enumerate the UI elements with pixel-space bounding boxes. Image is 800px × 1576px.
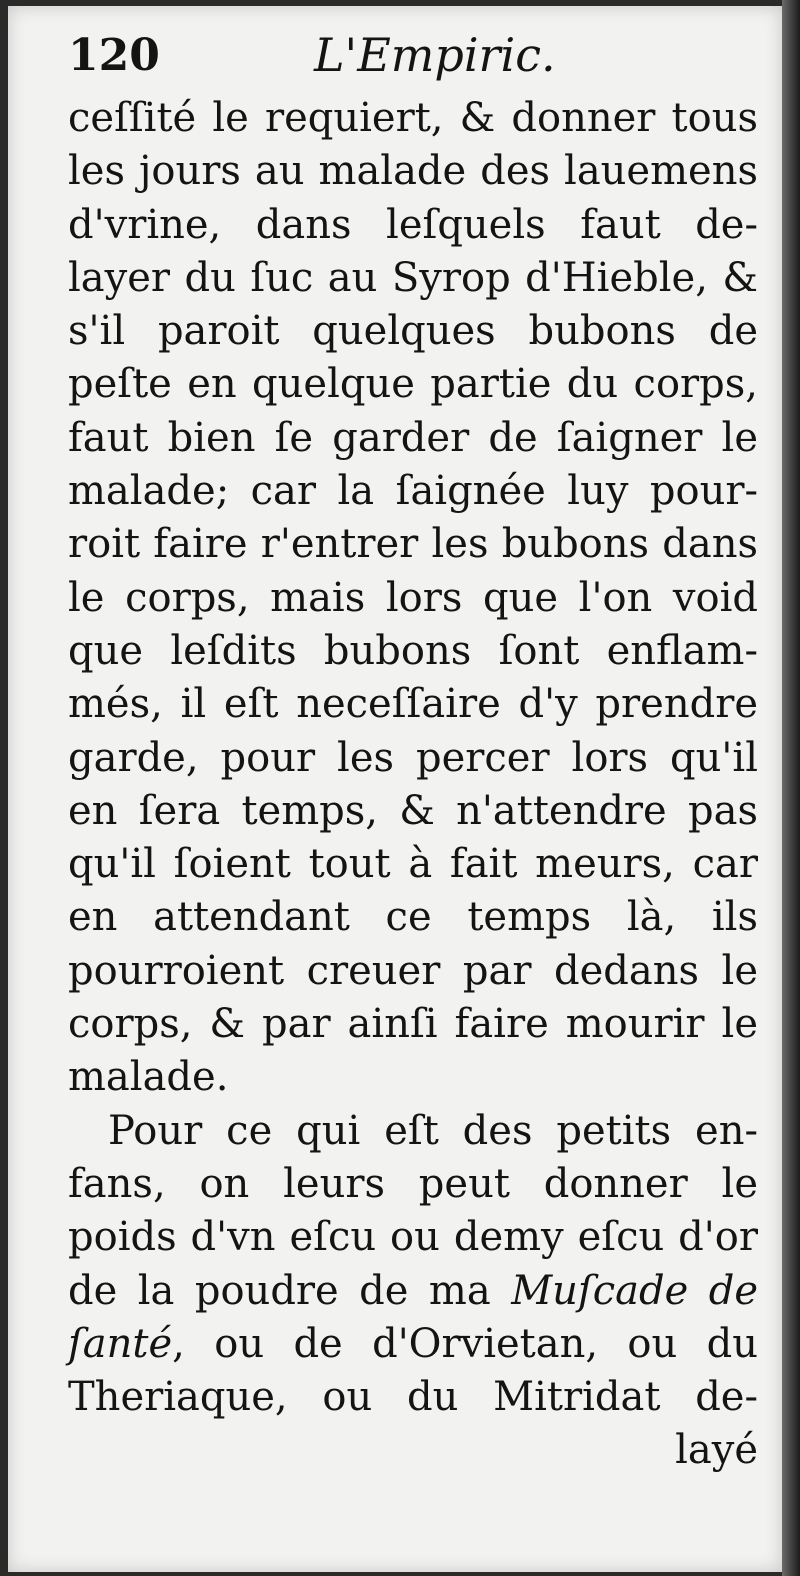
text-line: poids d'vn eſcu ou demy eſcu d'or [68, 1214, 758, 1261]
text-segment: de la poudre de ma [68, 1267, 512, 1314]
italic-title: ſanté [68, 1320, 173, 1367]
text-line: que leſdits bubons ſont enflam- [68, 627, 758, 674]
text-line: malade; car la ſaignée luy pour- [68, 468, 758, 515]
text-line: s'il paroit quelques bubons de [68, 308, 758, 355]
text-line: més, il eſt neceſſaire d'y prendre [68, 681, 758, 728]
text-line: Theriaque, ou du Mitridat de- [68, 1374, 758, 1421]
text-line: en attendant ce temps là, ils [68, 894, 758, 941]
page-header [64, 20, 764, 90]
body-text [68, 92, 758, 1478]
text-line: roit faire r'entrer les bubons dans [68, 521, 758, 568]
text-line: faut bien ſe garder de ſaigner le [68, 414, 758, 461]
italic-title: Muſcade de [511, 1267, 758, 1314]
text-line: pourroient creuer par dedans le [68, 947, 758, 994]
text-line: les jours au malade des lauemens [68, 148, 758, 195]
text-line: ceſſité le requiert, & donner tous [68, 95, 758, 141]
text-line: d'vrine, dans leſquels faut de- [68, 201, 758, 248]
text-line: malade. [68, 1054, 229, 1101]
text-line: le corps, mais lors que l'on void [68, 574, 758, 621]
running-title: L'Empiric. [314, 28, 556, 82]
text-line: layer du ſuc au Syrop d'Hieble, & [68, 254, 758, 301]
page-number: 120 [68, 30, 160, 81]
text-line: corps, & par ainſi faire mourir le [68, 1001, 758, 1048]
text-line: Pour ce qui eſt des petits en- [108, 1107, 758, 1154]
text-line [68, 1265, 758, 1318]
text-segment: , ou de d'Orvietan, ou du [172, 1320, 758, 1367]
page-gutter-shadow [782, 0, 800, 1576]
text-line: fans, on leurs peut donner le [68, 1160, 758, 1207]
catchword: layé [675, 1427, 758, 1474]
text-line: garde, pour les percer lors qu'il [68, 734, 758, 781]
text-line: peſte en quelque partie du corps, [68, 361, 758, 408]
text-line [68, 1318, 758, 1371]
text-line: en ſera temps, & n'attendre pas [68, 787, 758, 834]
text-line: qu'il ſoient tout à fait meurs, car [68, 841, 758, 888]
book-page [8, 6, 782, 1572]
